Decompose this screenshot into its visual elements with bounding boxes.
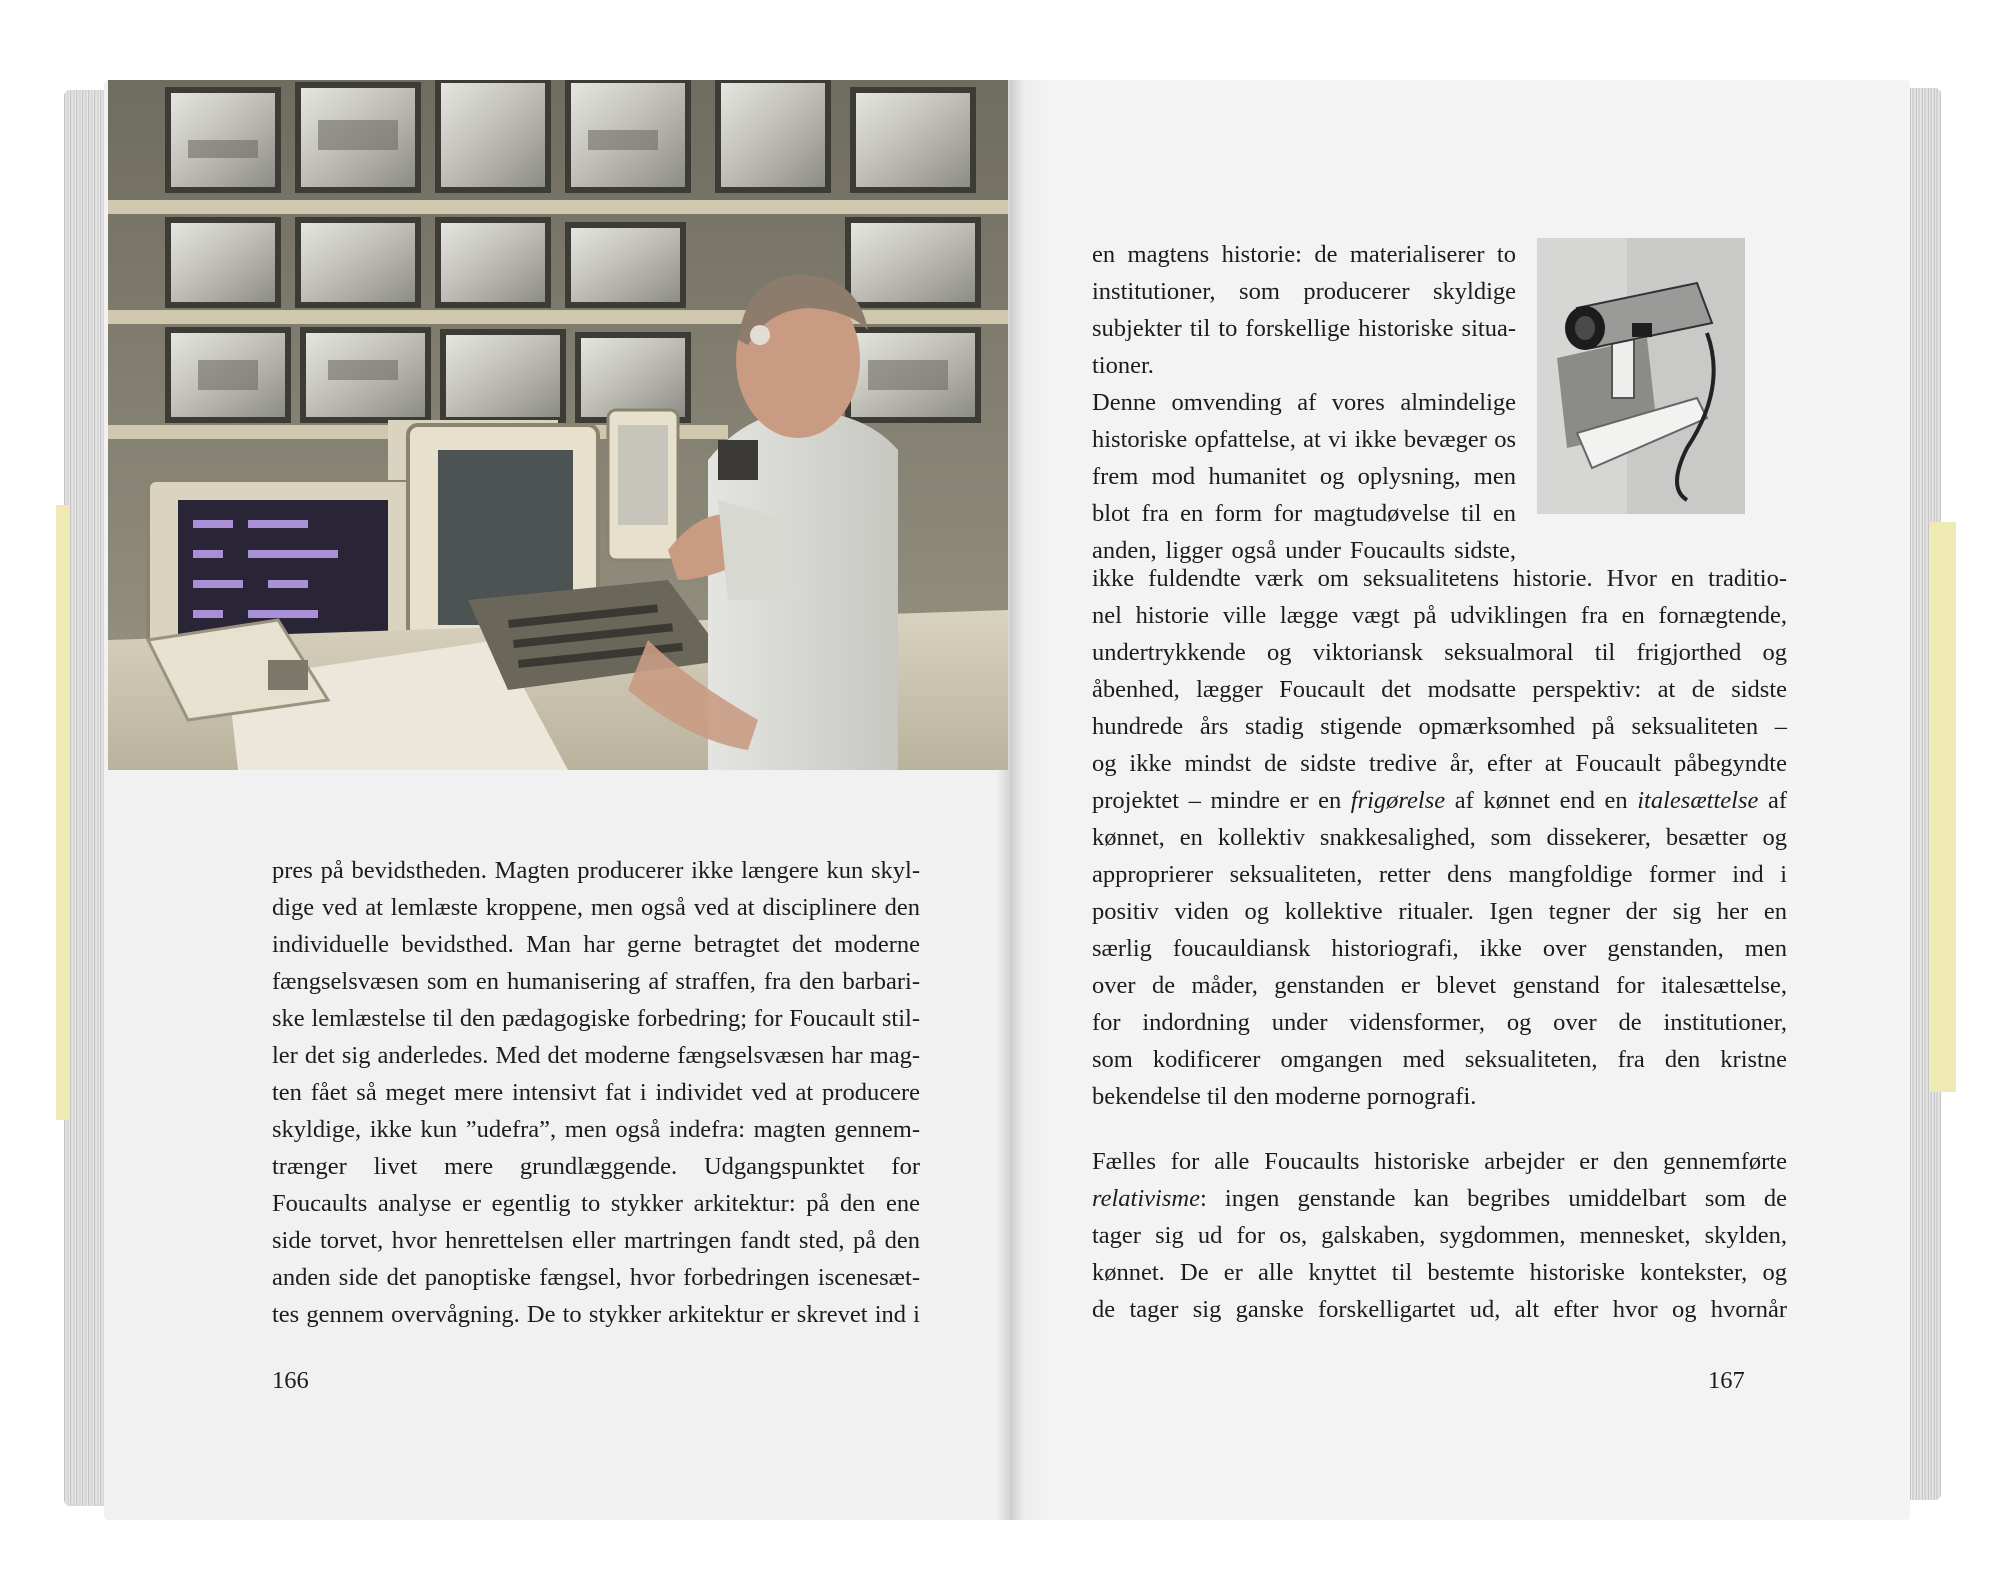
italic-term: italesættelse [1637,787,1759,814]
text-line: kønnet, en kollektiv snakkesalighed, som dissekerer, besætter og [1092,824,1787,851]
text-line: fængselsvæsen som en humanisering af straffen, fra den barbari- [272,968,920,995]
text-line: nel historie ville lægge vægt på udviklingen fra en fornægtende, [1092,602,1787,629]
text-line: Fælles for alle Foucaults historiske arbejder er den gennemførte [1092,1148,1787,1175]
text-line: subjekter til to forskellige historiske situa- [1092,315,1516,342]
text-line: særlig foucauldiansk historiografi, ikke over genstanden, men [1092,935,1787,962]
text-line-with-italics [1092,782,1787,819]
text-line: Denne omvending af vores almindelige [1092,389,1516,416]
text-line: de tager sig ganske forskelligartet ud, alt efter hvor og hvornår [1092,1296,1787,1323]
text-line: hundrede års stadig stigende opmærksomhed på seksualiteten – [1092,713,1787,740]
text-line: kønnet. De er alle knyttet til bestemte historiske kontekster, og [1092,1259,1787,1286]
text-line: ikke fuldendte værk om seksualitetens historie. Hvor en traditio- [1092,565,1787,592]
text-line: dige ved at lemlæste kroppene, men også ved at disciplinere den [272,894,920,921]
text-line: historiske opfattelse, at vi ikke bevæger os [1092,426,1516,453]
text-line: og ikke mindst de sidste tredive år, efter at Foucault påbegyndte [1092,750,1787,777]
right-page-wrap-text [1092,236,1516,569]
text-line: approprierer seksualiteten, retter dens mangfoldige former ind i [1092,861,1787,888]
text-line: Foucaults analyse er egentlig to stykker arkitektur: på den ene [272,1190,920,1217]
text-line: åbenhed, lægger Foucault det modsatte perspektiv: at de sidste [1092,676,1787,703]
text-line: trænger livet mere grundlæggende. Udgangspunktet for [272,1153,920,1180]
left-page-body [272,852,920,1333]
camera-photo [1537,238,1745,514]
text-line: ske lemlæstelse til den pædagogiske forbedring; for Foucault stil- [272,1005,920,1032]
right-page-body [1092,560,1787,1115]
text-line: en magtens historie: de materialiserer to [1092,241,1516,268]
text-fragment: af kønnet end en [1445,787,1638,814]
text-line: anden side det panoptiske fængsel, hvor forbedringen iscenesæt- [272,1264,920,1291]
text-line: for indordning under vidensformer, og over de institutioner, [1092,1009,1787,1036]
text-line: bekendelse til den moderne pornografi. [1092,1083,1477,1110]
text-line: tager sig ud for os, galskaben, sygdommen, mennesket, skylden, [1092,1222,1787,1249]
text-fragment: projektet – mindre er en [1092,787,1351,814]
text-line: undertrykkende og viktoriansk seksualmoral til frigjorthed og [1092,639,1787,666]
text-line: tioner. [1092,352,1154,379]
text-line: pres på bevidstheden. Magten producerer ikke længere kun skyl- [272,857,920,884]
italic-term: relativisme [1092,1185,1200,1212]
text-line: institutioner, som producerer skyldige [1092,278,1516,305]
bookmark-strip-left [56,505,70,1120]
text-line: positiv viden og kollektive ritualer. Igen tegner der sig her en [1092,898,1787,925]
text-line: blot fra en form for magtudøvelse til en [1092,500,1516,527]
bookmark-strip-right [1930,522,1956,1092]
text-line: over de måder, genstanden er blevet genstand for italesættelse, [1092,972,1787,999]
text-line: anden, ligger også under Foucaults sidste, [1092,537,1516,564]
page-number-left: 166 [272,1367,309,1394]
page-number-right: 167 [1708,1367,1745,1394]
text-line-with-italics [1092,1180,1787,1217]
text-line: som kodificerer omgangen med seksualiteten, fra den kristne [1092,1046,1787,1073]
text-line: individuelle bevidsthed. Man har gerne betragtet det moderne [272,931,920,958]
right-page-paragraph-2 [1092,1143,1787,1328]
control-room-photo [108,80,1008,770]
text-fragment: af [1758,787,1787,814]
text-fragment: : ingen genstande kan begribes umiddelbart som de [1199,1185,1787,1212]
text-line: side torvet, hvor henrettelsen eller martringen fandt sted, på den [272,1227,920,1254]
text-line: ten fået så meget mere intensivt fat i individet ved at producere [272,1079,920,1106]
text-line: skyldige, ikke kun ”udefra”, men også indefra: magten gennem- [272,1116,920,1143]
text-line: ler det sig anderledes. Med det moderne fængselsvæsen har mag- [272,1042,920,1069]
italic-term: frigørelse [1350,787,1446,814]
text-line: frem mod humanitet og oplysning, men [1092,463,1516,490]
text-line: tes gennem overvågning. De to stykker arkitektur er skrevet ind i [272,1301,920,1328]
